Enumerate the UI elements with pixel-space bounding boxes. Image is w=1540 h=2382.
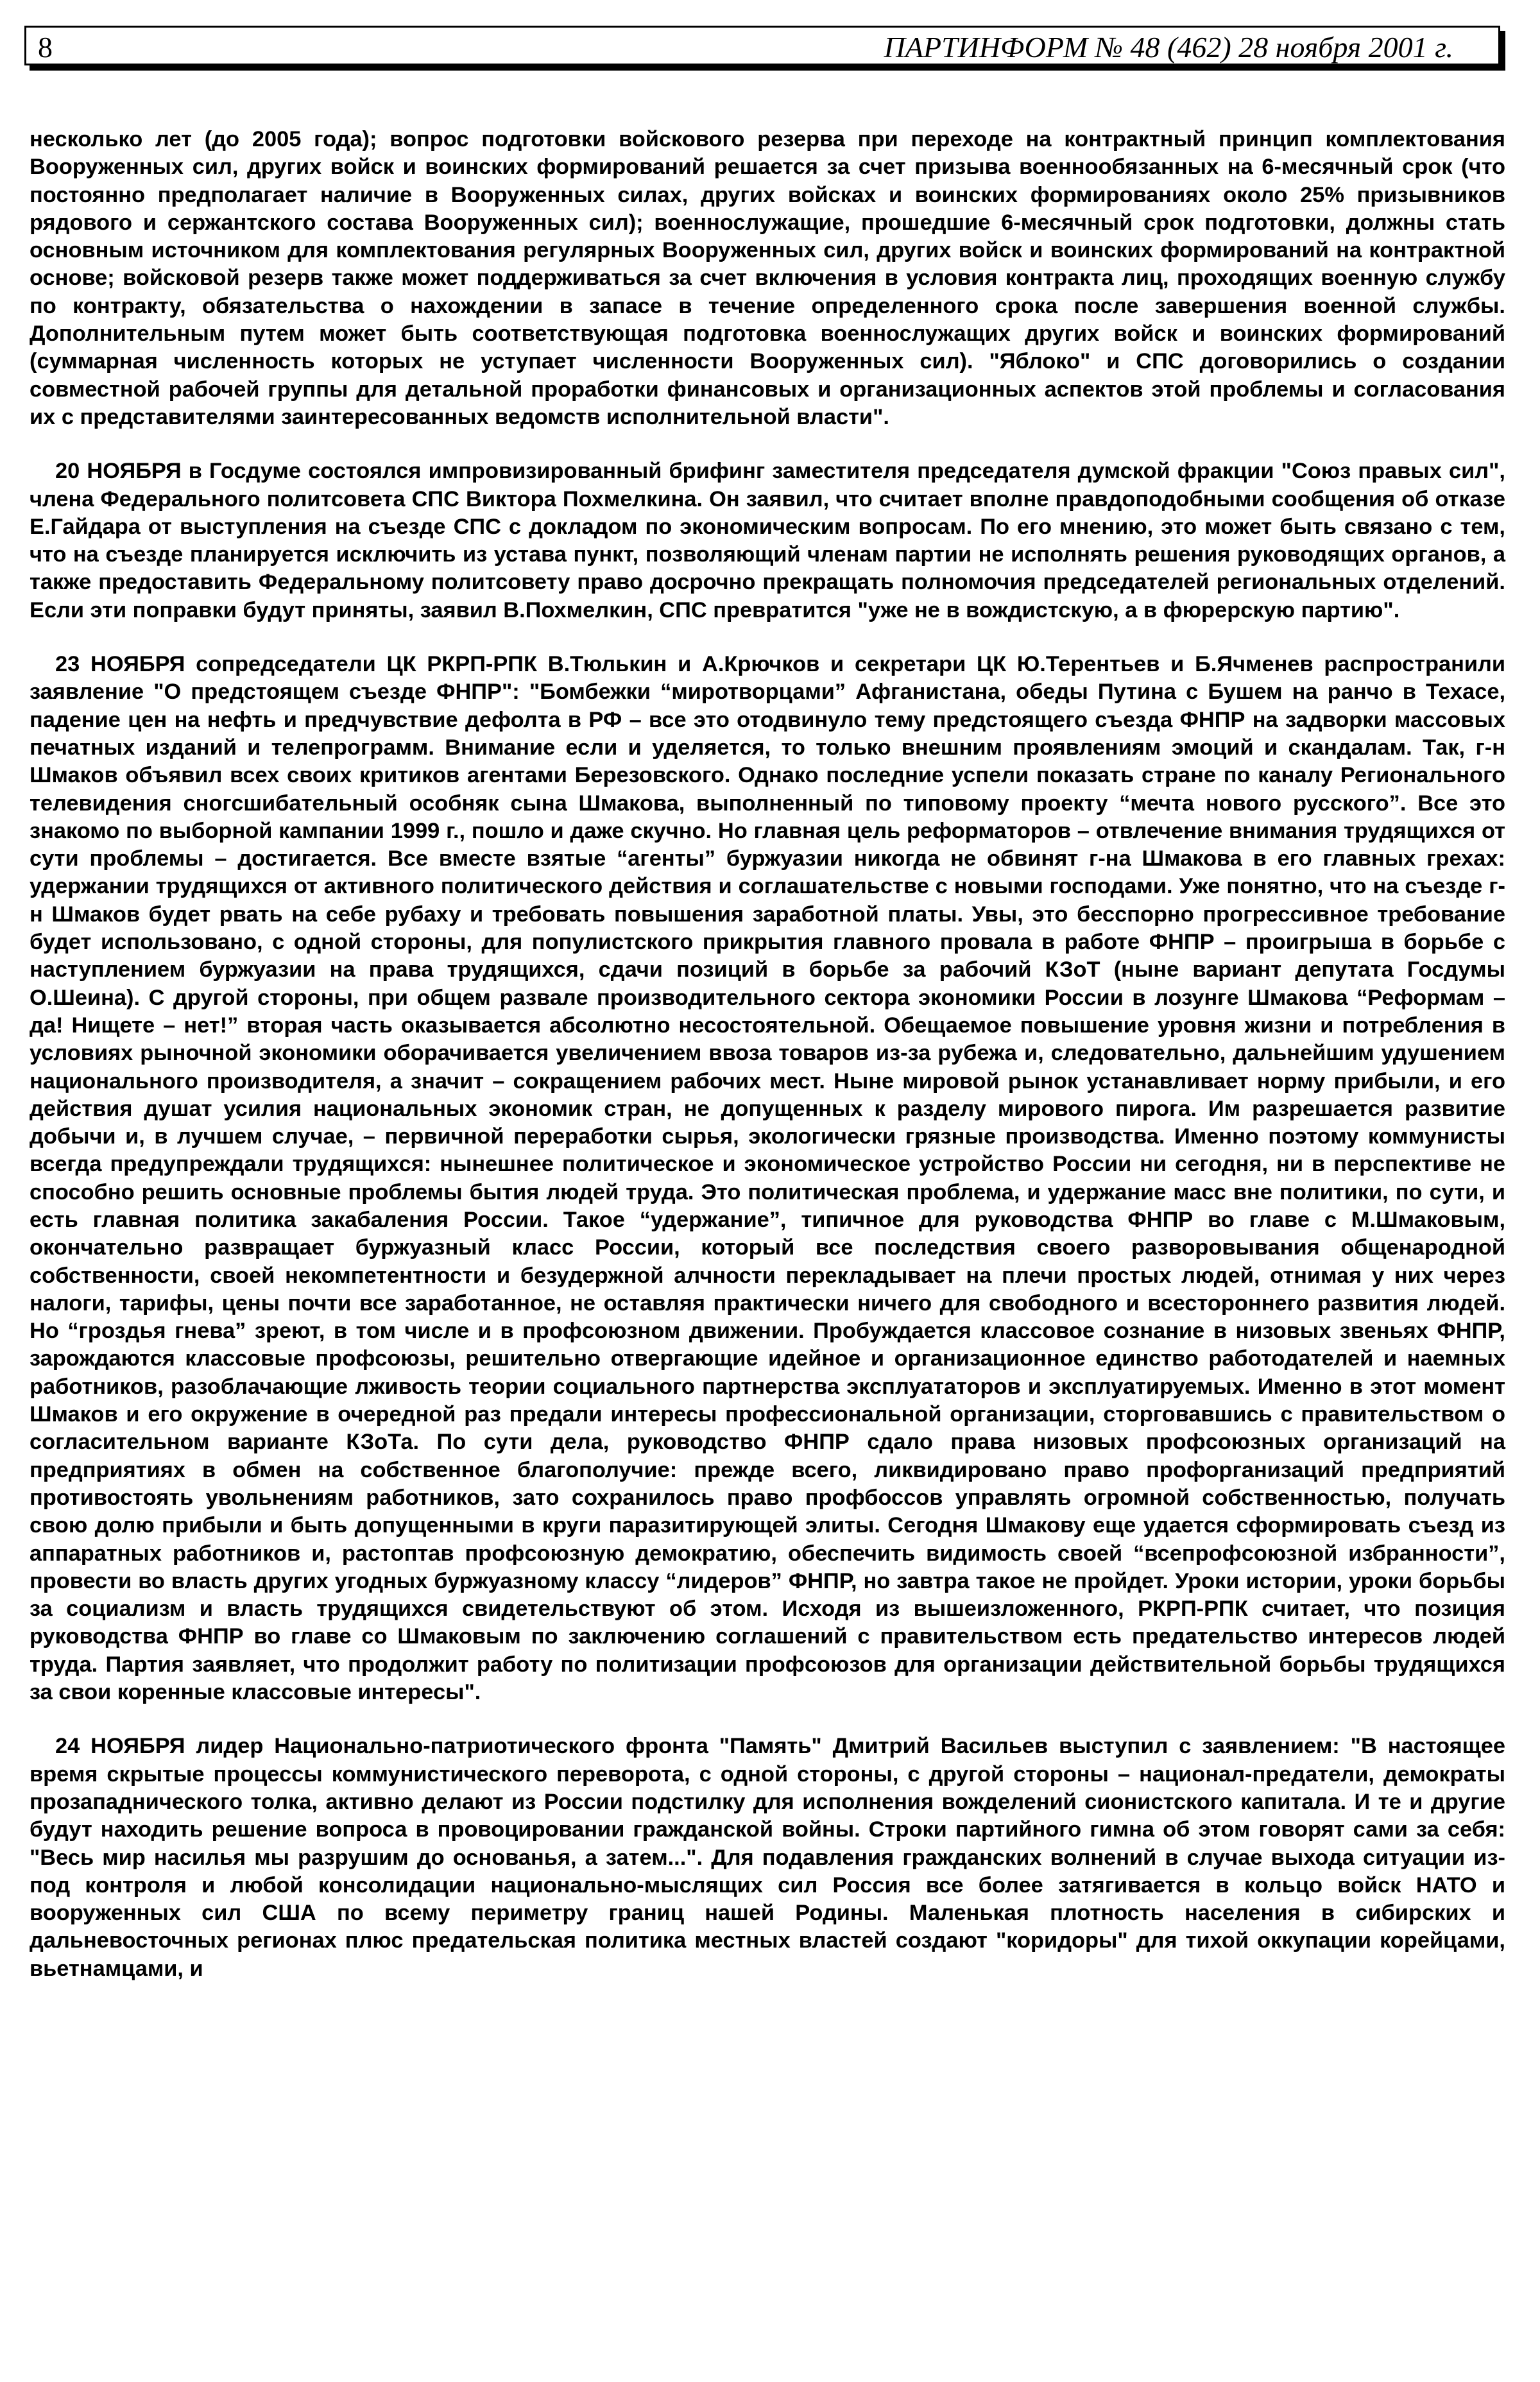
paragraph-nov-23 xyxy=(30,651,1505,1706)
paragraph-date: 23 НОЯБРЯ xyxy=(55,652,185,677)
page-header xyxy=(24,26,1500,65)
paragraph-date: 20 НОЯБРЯ xyxy=(55,459,182,484)
paragraph-date: 24 НОЯБРЯ xyxy=(55,1734,185,1759)
article-body xyxy=(30,126,1505,1983)
paragraph-text: лидер Национально-патриотического фронта "Память" Дмитрий Васильев выступил с заявлением: "В настоящее время скрытые процессы коммунистического переворота, с одной стороны, с другой стороны – национал-предатели, демократы прозападнического толка, активно делают из России подстилку для исполнения вожделений сионистского капитала. И те и другие будут находить решение вопроса в провоцировании гражданской войны. Строки партийного гимна об этом говорят сами за себя: "Весь мир насилья мы разрушим до основанья, а затем...". Для подавления гражданских волнений в случае выхода ситуации из-под контроля и любой консолидации национально-мыслящих сил Россия все более затягивается в кольцо войск НАТО и вооруженных сил США по всему периметру границ нашей Родины. Маленькая плотность населения в сибирских и дальневосточных регионах плюс предательская политика местных властей создают "коридоры" для тихой оккупации корейцами, вьетнамцами, и xyxy=(30,1734,1505,1981)
paragraph-text: сопредседатели ЦК РКРП-РПК В.Тюлькин и А.Крючков и секретари ЦК Ю.Терентьев и Б.Ячменев распространили заявление "О предстоящем съезде ФНПР": "Бомбежки “миротворцами” Афганистана, обеды Путина с Бушем на ранчо в Техасе, падение цен на нефть и предчувствие дефолта в РФ – все это отодвинуло тему предстоящего съезда ФНПР на задворки массовых печатных изданий и телепрограмм. Внимание если и уделяется, то только внешним проявлениям эмоций и скандалам. Так, г-н Шмаков объявил всех своих критиков агентами Березовского. Однако последние успели показать стране по каналу Регионального телевидения сногсшибательный особняк сына Шмакова, выполненный по типовому проекту “мечта нового русского”. Все это знакомо по выборной кампании 1999 г., пошло и даже скучно. Но главная цель реформаторов – отвлечение внимания трудящихся от сути проблемы – достигается. Все вместе взятые “агенты” буржуазии никогда не обвинят г-на Шмакова в его главных грехах: удержании трудящихся от активного политического действия и соглашательстве с новыми господами. Уже понятно, что на съезде г-н Шмаков будет рвать на себе рубаху и требовать повышения заработной платы. Увы, это бесспорно прогрессивное требование будет использовано, с одной стороны, для популистского прикрытия главного провала в работе ФНПР – проигрыша в борьбе с наступлением буржуазии на права трудящихся, сдачи позиций в борьбе за рабочий КЗоТ (ныне вариант депутата Госдумы О.Шеина). С другой стороны, при общем развале производительного сектора экономики России в лозунге Шмакова “Реформам – да! Нищете – нет!” вторая часть оказывается абсолютно несостоятельной. Обещаемое повышение уровня жизни и потребления в условиях рыночной экономики оборачивается увеличением ввоза товаров из-за рубежа и, следовательно, дальнейшим удушением национального производителя, а значит – сокращением рабочих мест. Ныне мировой рынок устанавливает норму прибыли, и его действия душат усилия национальных экономик стран, не допущенных к разделу мирового пирога. Им разрешается развитие добычи и, в лучшем случае, – первичной переработки сырья, экологически грязные производства. Именно поэтому коммунисты всегда предупреждали трудящихся: нынешнее политическое и экономическое устройство России ни сегодня, ни в перспективе не способно решить основные проблемы бытия людей труда. Это политическая проблема, и удержание масс вне политики, по сути, и есть главная политика закабаления России. Такое “удержание”, типичное для руководства ФНПР во главе с М.Шмаковым, окончательно развращает буржуазный класс России, который все последствия своего разворовывания общенародной собственности, своей некомпетентности и безудержной алчности перекладывает на плечи простых людей, отнимая у них через налоги, тарифы, цены почти все заработанное, не оставляя практически ничего для свободного и всестороннего развития людей. Но “гроздья гнева” зреют, в том числе и в профсоюзном движении. Пробуждается классовое сознание в низовых звеньях ФНПР, зарождаются классовые профсоюзы, решительно отвергающие идейное и организационное единство работодателей и наемных работников, разоблачающие лживость теории социального партнерства эксплуататоров и эксплуатируемых. Именно в этот момент Шмаков и его окружение в очередной раз предали интересы профессиональной организации, сторговавшись с правительством о согласительном варианте КЗоТа. По сути дела, руководство ФНПР сдало права низовых профсоюзных организаций на предприятиях в обмен на собственное благополучие: прежде всего, ликвидировано право профорганизаций предприятий противостоять увольнениям работников, зато сохранилось право профбоссов управлять огромной собственностью, получать свою долю прибыли и быть допущенными в круги паразитирующей элиты. Сегодня Шмакову еще удается сформировать съезд из аппаратных работников и, растоптав профсоюзную демократию, обеспечить видимость своей “всепрофсоюзной избранности”, провести во власть других угодных буржуазному классу “лидеров” ФНПР, но завтра такое не пройдет. Уроки истории, уроки борьбы за социализм и власть трудящихся свидетельствуют об этом. Исходя из вышеизложенного, РКРП-РПК считает, что позиция руководства ФНПР во главе со Шмаковым по заключению соглашений с правительством есть предательство интересов людей труда. Партия заявляет, что продолжит работу по политизации профсоюзов для организации действительной борьбы трудящихся за свои коренные классовые интересы". xyxy=(30,652,1505,1705)
paragraph-nov-24 xyxy=(30,1733,1505,1983)
paragraph-nov-20 xyxy=(30,458,1505,624)
paragraph-text: в Госдуме состоялся импровизированный брифинг заместителя председателя думской фракции "Союз правых сил", члена Федерального политсовета СПС Виктора Похмелкина. Он заявил, что считает вполне правдоподобными сообщения об отказе Е.Гайдара от выступления на съезде СПС с докладом по экономическим вопросам. По его мнению, это может быть связано с тем, что на съезде планируется исключить из устава пункт, позволяющий членам партии не исполнять решения руководящих органов, а также предоставить Федеральному политсовету право досрочно прекращать полномочия председателей региональных отделений. Если эти поправки будут приняты, заявил В.Похмелкин, СПС превратится "уже не в вождистскую, а в фюрерскую партию". xyxy=(30,459,1505,622)
paragraph-text: несколько лет (до 2005 года); вопрос подготовки войскового резерва при переходе на контрактный принцип комплектования Вооруженных сил, других войск и воинских формирований решается за счет призыва военнообязанных на 6-месячный срок (что постоянно предполагает наличие в Вооруженных силах, других войсках и воинских формированиях около 25% призывников рядового и сержантского состава Вооруженных сил); военнослужащие, прошедшие 6-месячный срок подготовки, должны стать основным источником для комплектования регулярных Вооруженных сил, других войск и воинских формирований на контрактной основе; войсковой резерв также может поддерживаться за счет включения в условия контракта лиц, проходящих военную службу по контракту, обязательства о нахождении в запасе в течение определенного срока после завершения военной службы. Дополнительным путем может быть соответствующая подготовка военнослужащих других войск и воинских формирований (суммарная численность которых не уступает численности Вооруженных сил). "Яблоко" и СПС договорились о создании совместной рабочей группы для детальной проработки финансовых и организационных аспектов этой проблемы и согласования их с представителями заинтересованных ведомств исполнительной власти". xyxy=(30,127,1505,429)
paragraph-continuation xyxy=(30,126,1505,431)
page-number: 8 xyxy=(38,31,53,64)
issue-title: ПАРТИНФОРМ № 48 (462) 28 ноября 2001 г. xyxy=(884,31,1453,64)
